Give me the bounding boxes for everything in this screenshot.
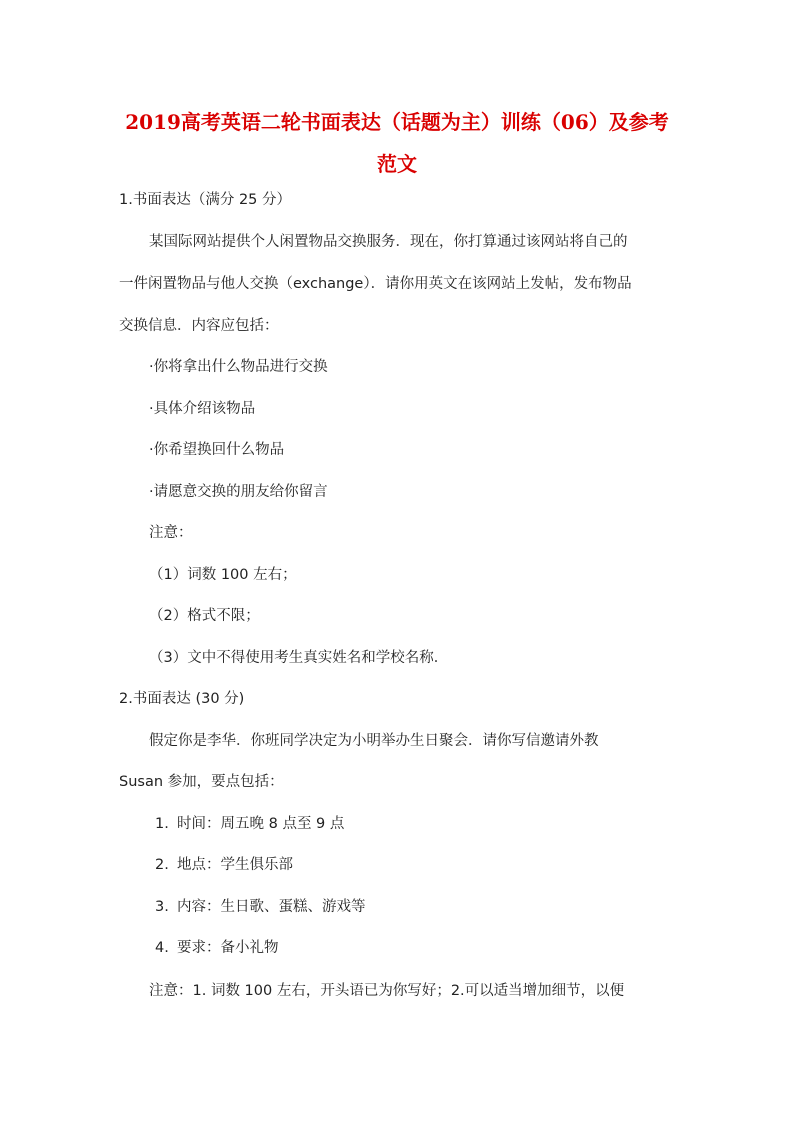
item-number: 3. bbox=[155, 899, 169, 915]
document-title-line-2: 范文 bbox=[377, 152, 417, 176]
section-2-heading: 2.书面表达 (30 分) bbox=[119, 691, 245, 707]
section-2-item bbox=[155, 897, 366, 917]
section-1-para-line-1: 某国际网站提供个人闲置物品交换服务．现在，你打算通过该网站将自己的 bbox=[149, 234, 628, 250]
section-1-para-line-2: 一件闲置物品与他人交换（exchange）．请你用英文在该网站上发帖，发布物品 bbox=[119, 276, 632, 292]
section-1-bullet: ·你将拿出什么物品进行交换 bbox=[149, 359, 328, 375]
section-2-item bbox=[155, 855, 293, 875]
section-2-notes-line: 注意：1. 词数 100 左右，开头语已为你写好；2.可以适当增加细节，以便 bbox=[149, 983, 625, 999]
item-number: 4. bbox=[155, 940, 169, 956]
section-2-para-line-2: Susan 参加，要点包括： bbox=[119, 774, 284, 790]
item-text: 地点：学生俱乐部 bbox=[177, 857, 293, 873]
document-title-line-1: 2019高考英语二轮书面表达（话题为主）训练（06）及参考 bbox=[125, 110, 669, 134]
section-1-notes-label: 注意： bbox=[149, 525, 193, 541]
item-text: 时间：周五晚 8 点至 9 点 bbox=[177, 816, 345, 832]
section-1-note: （2）格式不限； bbox=[149, 608, 260, 624]
item-number: 2. bbox=[155, 857, 169, 873]
section-1-bullet: ·请愿意交换的朋友给你留言 bbox=[149, 484, 328, 500]
item-text: 内容：生日歌、蛋糕、游戏等 bbox=[177, 899, 366, 915]
section-2-item bbox=[155, 938, 279, 958]
section-1-note: （3）文中不得使用考生真实姓名和学校名称． bbox=[149, 650, 449, 666]
item-text: 要求：备小礼物 bbox=[177, 940, 279, 956]
section-1-note: （1）词数 100 左右； bbox=[149, 567, 297, 583]
section-1-bullet: ·你希望换回什么物品 bbox=[149, 442, 285, 458]
section-1-heading: 1.书面表达（满分 25 分） bbox=[119, 192, 292, 208]
section-2-para-line-1: 假定你是李华．你班同学决定为小明举办生日聚会．请你写信邀请外教 bbox=[149, 733, 599, 749]
section-1-para-line-3: 交换信息．内容应包括： bbox=[119, 318, 279, 334]
item-number: 1. bbox=[155, 816, 169, 832]
section-2-item bbox=[155, 814, 344, 834]
section-1-bullet: ·具体介绍该物品 bbox=[149, 401, 256, 417]
